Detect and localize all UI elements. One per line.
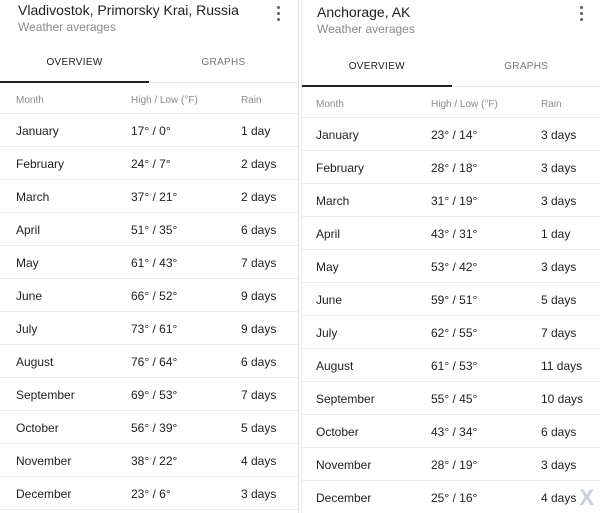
month-cell: October (316, 425, 359, 439)
table-row (0, 345, 298, 378)
rain-cell: 2 days (241, 190, 277, 204)
table-row (0, 213, 298, 246)
table-row (302, 481, 600, 513)
table-row (302, 184, 600, 217)
month-cell: July (16, 322, 38, 336)
table-row (302, 316, 600, 349)
tab-bar (302, 58, 600, 87)
high-low-cell: 61° / 43° (131, 256, 178, 270)
rain-cell: 6 days (241, 223, 277, 237)
rain-cell: 6 days (241, 355, 277, 369)
table-row (0, 147, 298, 180)
tab-graphs[interactable]: GRAPHS (504, 61, 549, 72)
high-low-cell: 28° / 19° (431, 458, 478, 472)
rain-cell: 3 days (541, 260, 577, 274)
rain-cell: 10 days (541, 392, 584, 406)
high-low-cell: 62° / 55° (431, 326, 478, 340)
month-cell: December (16, 487, 72, 501)
month-cell: November (16, 454, 72, 468)
high-low-cell: 76° / 64° (131, 355, 178, 369)
table-row (0, 246, 298, 279)
more-vert-icon[interactable] (272, 6, 284, 22)
tab-graphs[interactable]: GRAPHS (201, 57, 246, 68)
rain-cell: 3 days (541, 161, 577, 175)
table-row (302, 151, 600, 184)
high-low-cell: 59° / 51° (431, 293, 478, 307)
month-cell: March (16, 190, 50, 204)
month-cell: February (316, 161, 365, 175)
location-title: Anchorage, AK (317, 4, 411, 20)
month-cell: June (16, 289, 43, 303)
menu-dot (277, 6, 280, 9)
table-row (0, 444, 298, 477)
table-row (302, 415, 600, 448)
high-low-cell: 53° / 42° (431, 260, 478, 274)
month-cell: June (316, 293, 343, 307)
month-cell: September (16, 388, 75, 402)
menu-dot (580, 6, 583, 9)
high-low-cell: 31° / 19° (431, 194, 478, 208)
location-subtitle: Weather averages (18, 20, 116, 34)
table-row (0, 378, 298, 411)
table-row (302, 250, 600, 283)
high-low-cell: 66° / 52° (131, 289, 178, 303)
table-row (302, 283, 600, 316)
high-low-cell: 43° / 31° (431, 227, 478, 241)
table-row (302, 382, 600, 415)
rain-cell: 3 days (541, 194, 577, 208)
weather-card (0, 0, 299, 513)
table-row (302, 349, 600, 382)
more-vert-icon[interactable] (575, 6, 587, 22)
tab-overview[interactable]: OVERVIEW (46, 57, 103, 68)
month-cell: April (316, 227, 341, 241)
month-cell: January (316, 128, 359, 142)
table-row (302, 118, 600, 151)
rain-cell: 5 days (541, 293, 577, 307)
column-header-temperature: High / Low (°F) (131, 95, 198, 106)
table-row (302, 217, 600, 250)
high-low-cell: 56° / 39° (131, 421, 178, 435)
high-low-cell: 37° / 21° (131, 190, 178, 204)
high-low-cell: 28° / 18° (431, 161, 478, 175)
menu-dot (277, 18, 280, 21)
rain-cell: 3 days (541, 128, 577, 142)
rain-cell: 9 days (241, 289, 277, 303)
menu-dot (277, 12, 280, 15)
month-cell: August (16, 355, 54, 369)
tab-overview[interactable]: OVERVIEW (348, 61, 405, 72)
tab-bar (0, 54, 298, 83)
month-cell: December (316, 491, 372, 505)
column-header-month: Month (316, 99, 344, 110)
rain-cell: 3 days (241, 487, 277, 501)
rain-cell: 7 days (241, 256, 277, 270)
table-header (0, 83, 298, 114)
high-low-cell: 25° / 16° (431, 491, 478, 505)
rain-cell: 7 days (241, 388, 277, 402)
table-header (302, 87, 600, 118)
column-header-rain: Rain (541, 99, 562, 110)
table-row (0, 114, 298, 147)
table-row (0, 477, 298, 510)
high-low-cell: 17° / 0° (131, 124, 171, 138)
high-low-cell: 69° / 53° (131, 388, 178, 402)
location-subtitle: Weather averages (317, 22, 415, 36)
high-low-cell: 73° / 61° (131, 322, 178, 336)
rain-cell: 6 days (541, 425, 577, 439)
high-low-cell: 55° / 45° (431, 392, 478, 406)
month-cell: February (16, 157, 65, 171)
weather-card (301, 0, 600, 513)
month-cell: July (316, 326, 338, 340)
table-row (0, 411, 298, 444)
menu-dot (580, 12, 583, 15)
menu-dot (580, 18, 583, 21)
table-row (302, 448, 600, 481)
rain-cell: 4 days (241, 454, 277, 468)
column-header-month: Month (16, 95, 44, 106)
table-row (0, 180, 298, 213)
month-cell: May (16, 256, 39, 270)
rain-cell: 9 days (241, 322, 277, 336)
month-cell: September (316, 392, 375, 406)
table-row (0, 279, 298, 312)
month-cell: August (316, 359, 354, 373)
month-cell: October (16, 421, 59, 435)
rain-cell: 11 days (541, 359, 583, 373)
card-header (302, 0, 600, 58)
high-low-cell: 61° / 53° (431, 359, 478, 373)
table-row (0, 312, 298, 345)
high-low-cell: 38° / 22° (131, 454, 178, 468)
watermark-logo: X (579, 485, 594, 510)
high-low-cell: 51° / 35° (131, 223, 178, 237)
high-low-cell: 24° / 7° (131, 157, 171, 171)
month-cell: November (316, 458, 372, 472)
month-cell: January (16, 124, 59, 138)
high-low-cell: 23° / 14° (431, 128, 478, 142)
rain-cell: 7 days (541, 326, 577, 340)
month-cell: March (316, 194, 350, 208)
rain-cell: 1 day (241, 124, 271, 138)
rain-cell: 3 days (541, 458, 577, 472)
location-title: Vladivostok, Primorsky Krai, Russia (18, 2, 239, 18)
column-header-rain: Rain (241, 95, 262, 106)
column-header-temperature: High / Low (°F) (431, 99, 498, 110)
month-cell: May (316, 260, 339, 274)
rain-cell: 4 days (541, 491, 577, 505)
rain-cell: 2 days (241, 157, 277, 171)
high-low-cell: 23° / 6° (131, 487, 171, 501)
rain-cell: 1 day (541, 227, 571, 241)
month-cell: April (16, 223, 41, 237)
high-low-cell: 43° / 34° (431, 425, 478, 439)
rain-cell: 5 days (241, 421, 277, 435)
card-header (0, 0, 298, 54)
